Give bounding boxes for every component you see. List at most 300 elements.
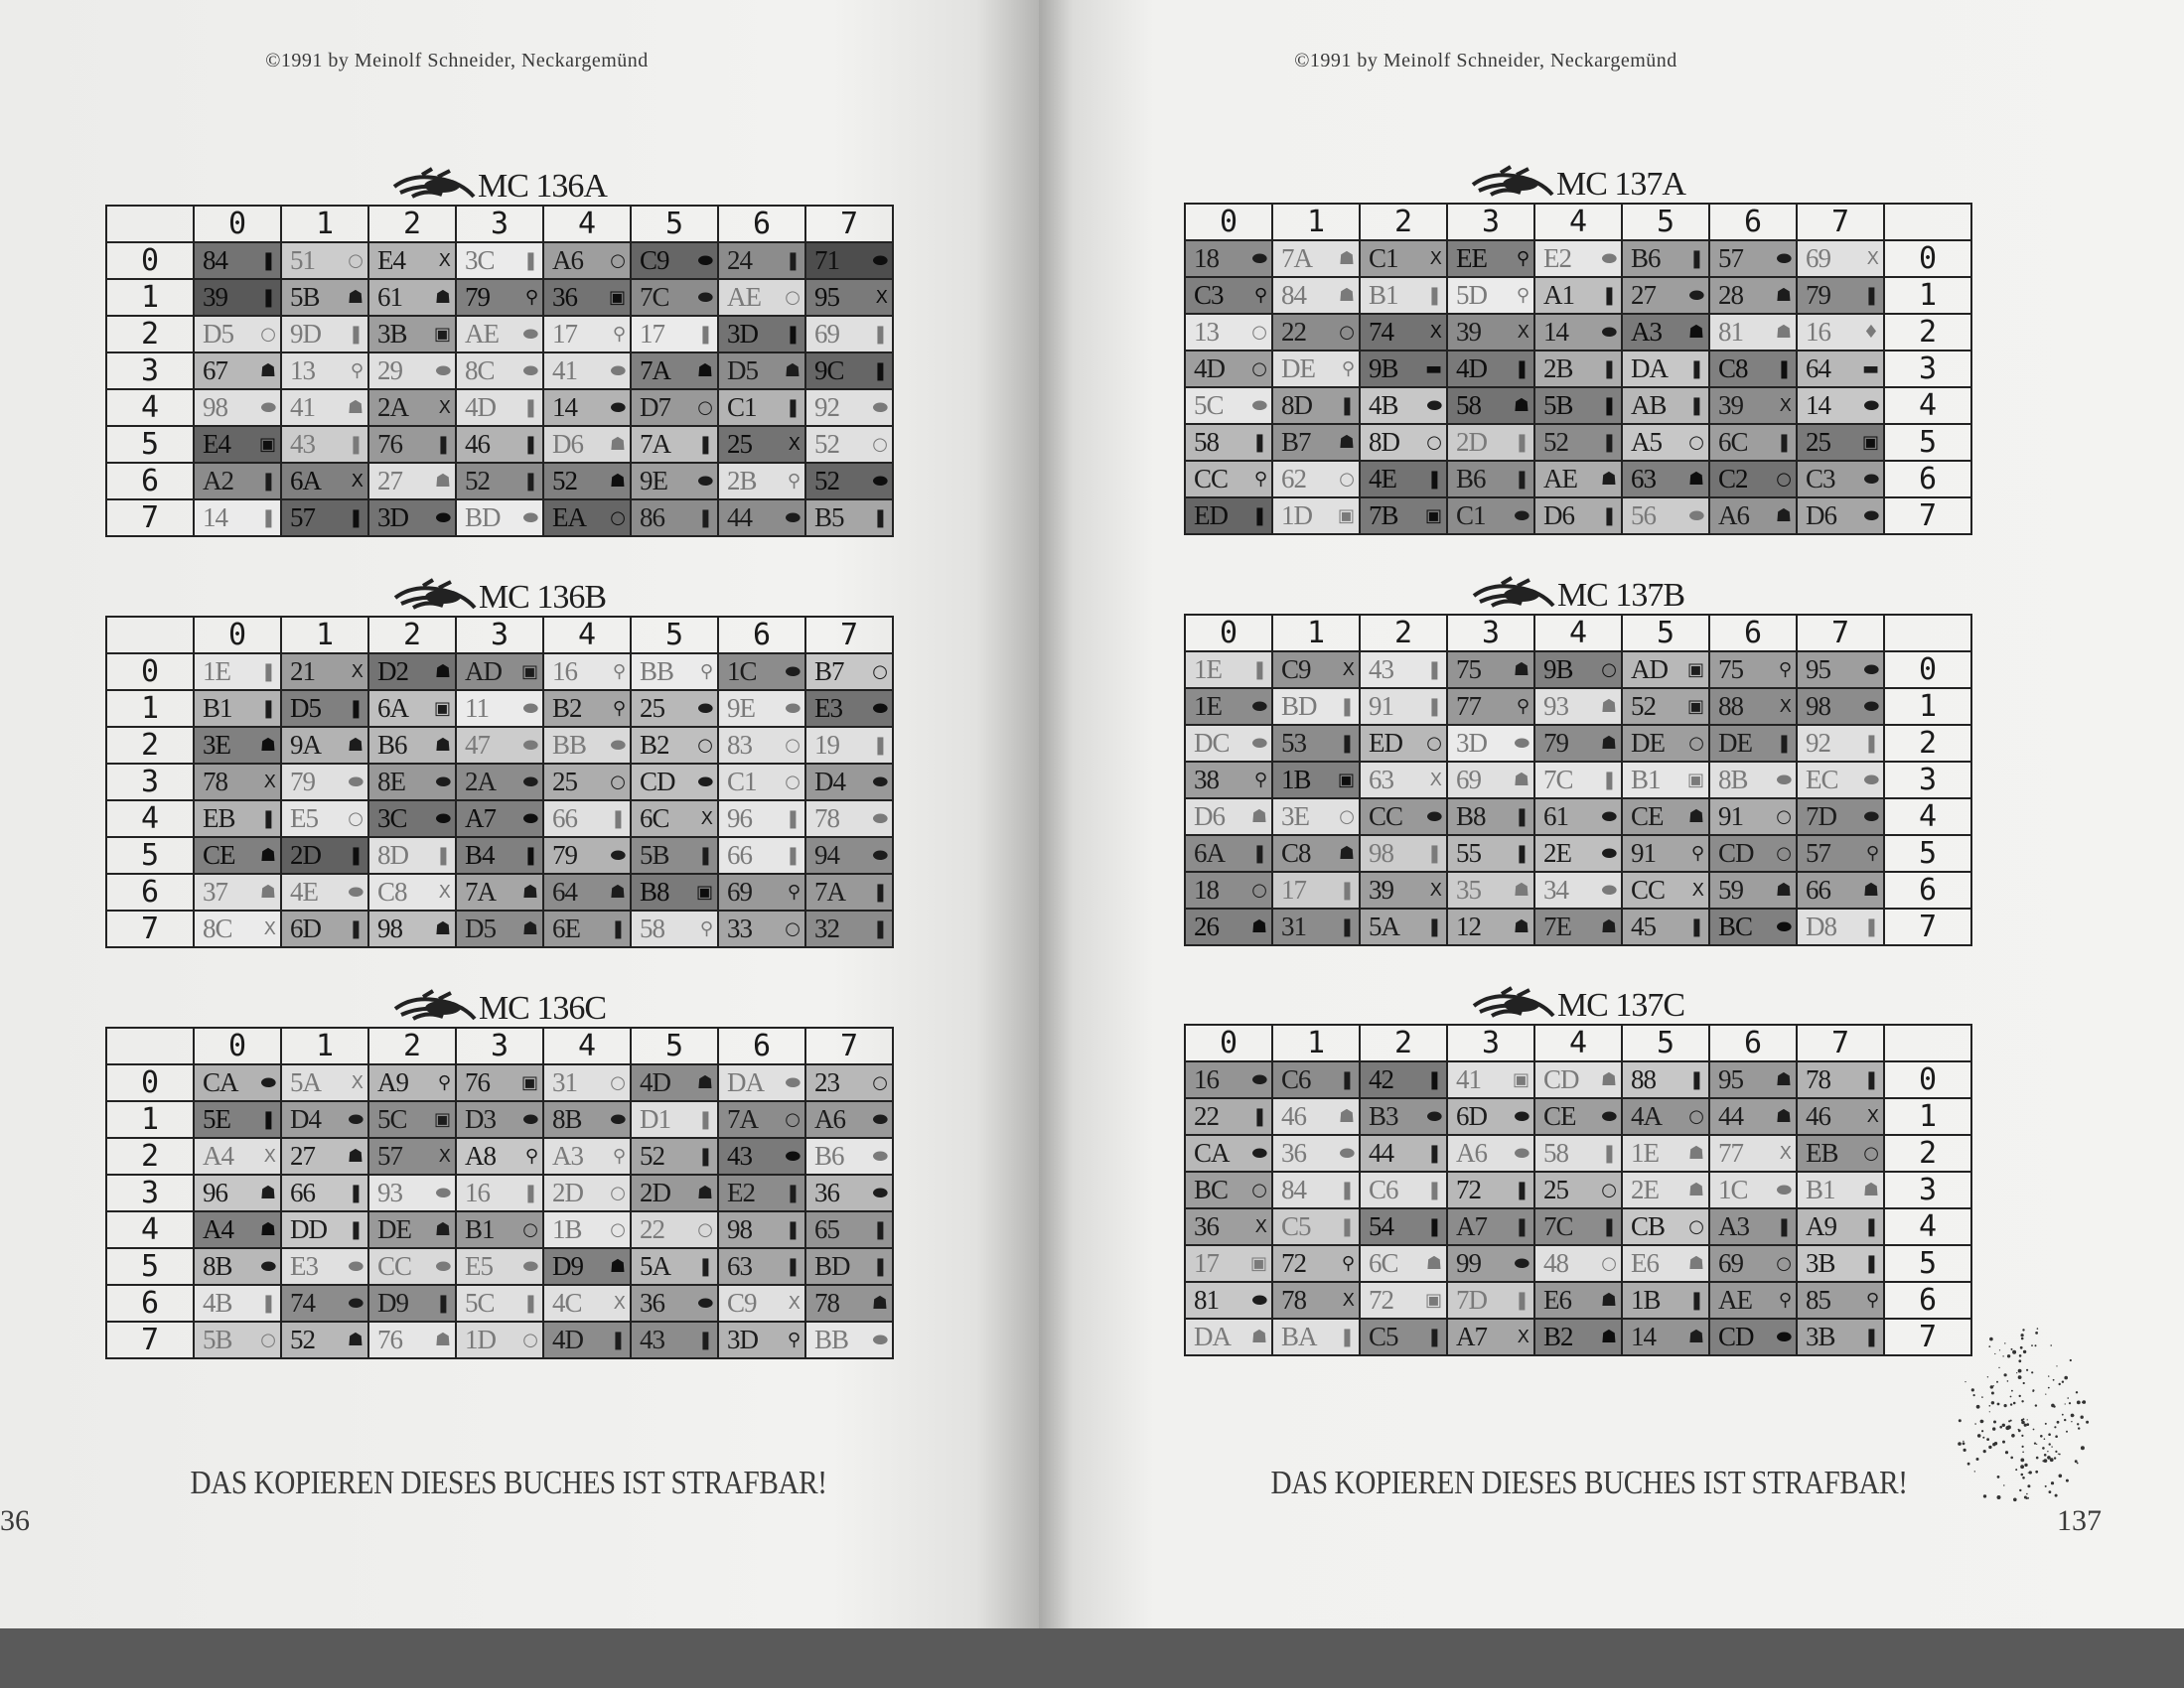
hex-code: BC [1718,912,1753,941]
code-cell-content [1448,499,1533,533]
code-cell-content [369,913,455,946]
hex-code: B6 [814,1141,844,1171]
glyph-icon: ⬬ [1776,248,1791,269]
code-cell-content [369,1213,455,1247]
hex-code: 69 [1456,765,1481,794]
row-header: 1 [1884,688,1971,725]
code-cell-content [544,729,630,763]
code-cell-content [1186,837,1271,871]
hex-code: 25 [640,693,664,723]
code-cell-content [282,281,367,315]
speckle-dot [2048,1433,2051,1436]
hex-code: 65 [814,1214,839,1244]
hex-code: 39 [1369,875,1393,905]
hex-code: 3C [377,803,407,833]
code-cell [718,727,805,764]
code-cell-content [1535,837,1621,871]
speckle-dot [2067,1397,2069,1399]
glyph-icon: ⬬ [522,735,537,756]
glyph-icon: ❚ [1426,1216,1441,1237]
code-cell-content [282,244,367,278]
glyph-icon: ❚ [1601,770,1616,790]
code-cell [805,463,893,499]
glyph-icon: ⬬ [1426,395,1441,416]
glyph-icon: ⚲ [699,918,712,939]
code-cell-content [632,1066,717,1100]
code-cell-content [369,244,455,278]
glyph-icon: ⚲ [1341,358,1354,379]
code-cell [1447,461,1534,497]
code-cell-content [719,244,804,278]
code-cell [718,499,805,536]
code-cell [805,1175,893,1211]
hex-code: D5 [203,319,233,349]
speckle-dot [1959,1419,1962,1422]
speckle-dot [2007,1354,2010,1357]
hex-code: DD [290,1214,327,1244]
right-page-number: 137 [2057,1504,2102,1537]
speckle-dot [2049,1490,2052,1493]
hex-code: D4 [814,767,845,796]
code-cell [281,911,368,947]
glyph-icon: ❚ [872,918,887,939]
speckle-dot [2040,1435,2043,1438]
glyph-icon: ❚ [1339,696,1354,717]
glyph-icon: ❚ [1426,1327,1441,1347]
hex-code: 7A [814,877,845,907]
code-cell-content [282,766,367,799]
code-cell-content [1623,316,1708,350]
glyph-icon: ○ [785,287,800,308]
column-header: 6 [1709,615,1797,651]
hex-code: 76 [377,429,402,459]
speckle-dot [2065,1403,2066,1404]
code-cell [1709,461,1797,497]
row-header: 2 [1884,725,1971,762]
speckle-dot [2066,1431,2068,1433]
hex-code: 25 [552,767,577,796]
speckle-dot [1982,1437,1984,1439]
table-row [106,764,893,800]
glyph-icon: ☗ [1425,1253,1441,1274]
code-cell-content [369,1066,455,1100]
code-cell [281,727,368,764]
hex-code: DA [1631,353,1668,383]
speckle-dot [2062,1414,2064,1416]
glyph-icon: ☗ [1338,1106,1354,1127]
glyph-icon: ⚲ [1865,843,1878,864]
code-cell-content [1535,242,1621,276]
hex-code: B5 [814,502,844,532]
column-header: 2 [1360,204,1447,240]
hex-code: DC [1194,728,1230,758]
hex-code: 72 [1456,1175,1481,1204]
column-header: 4 [1534,1025,1622,1061]
code-cell-content [195,876,280,910]
hex-code: 69 [727,877,752,907]
glyph-icon: ⬬ [1514,1143,1529,1164]
speckle-dot [2081,1446,2085,1450]
row-header: 2 [106,1138,194,1175]
code-cell-content [1361,426,1446,460]
glyph-icon: ⬬ [1601,322,1616,343]
glyph-icon: ❚ [1688,916,1703,937]
hex-code: 8D [1369,427,1399,457]
code-cell [368,690,456,727]
hex-code: 43 [290,429,315,459]
speckle-dot [2044,1454,2047,1457]
row-header: 5 [106,1248,194,1285]
code-cell-content [1361,1210,1446,1244]
code-table [1184,203,1972,535]
hex-code: 79 [290,767,315,796]
hex-code: B8 [1456,801,1486,831]
code-cell-content [1361,352,1446,386]
code-cell-content [1623,800,1708,834]
hex-code: 4D [465,392,496,422]
glyph-icon: ⬬ [697,250,712,271]
code-cell-content [1710,874,1796,908]
hex-code: 41 [1456,1064,1481,1094]
table-title-area [105,985,894,1027]
hex-code: 45 [1631,912,1656,941]
table-row [1185,798,1971,835]
code-cell-content [1623,389,1708,423]
code-cell [543,1138,631,1175]
glyph-icon: ❚ [1426,285,1441,306]
hex-code: 7A [640,429,670,459]
code-cell [1534,277,1622,314]
speckle-dot [2010,1403,2012,1405]
speckle-dot [2027,1497,2029,1499]
hex-code: 83 [727,730,752,760]
hex-code: 28 [1718,280,1743,310]
code-cell [631,727,718,764]
hex-code: 22 [1194,1101,1219,1131]
speckle-dot [2020,1465,2024,1469]
table-row [1185,1172,1971,1208]
code-cell [1272,835,1360,872]
code-cell-content [1448,800,1533,834]
code-cell [1534,424,1622,461]
code-cell [1534,1172,1622,1208]
code-cell [1797,798,1884,835]
hex-code: 3B [1806,1248,1835,1278]
hex-code: 8C [203,914,232,943]
glyph-icon: ❚ [872,324,887,345]
speckle-dot [2019,1489,2021,1491]
glyph-icon: ⬬ [522,772,537,792]
code-cell [1272,1245,1360,1282]
column-header: 2 [1360,615,1447,651]
code-cell [1185,387,1272,424]
code-cell [194,316,281,352]
hex-code: CE [203,840,235,870]
glyph-icon: ○ [872,1072,887,1093]
glyph-icon: ☗ [1600,916,1616,937]
code-cell-content [1798,1210,1883,1244]
code-cell [1272,798,1360,835]
code-cell-content [369,354,455,388]
hex-code: A7 [465,803,496,833]
glyph-icon: ❚ [348,845,363,866]
code-cell [281,1322,368,1358]
code-cell [1447,497,1534,534]
glyph-icon: ❚ [1688,1069,1703,1090]
code-cell [1360,1135,1447,1172]
code-cell-content [282,876,367,910]
glyph-icon: ☗ [259,1183,275,1203]
glyph-icon: ○ [1251,880,1266,901]
glyph-icon: X [1342,1290,1354,1311]
column-header: 6 [718,206,805,242]
hex-code: C1 [727,767,757,796]
table-row [106,1322,893,1358]
code-cell [1797,314,1884,351]
hex-code: 16 [1194,1064,1219,1094]
speckle-dot [2056,1365,2057,1366]
glyph-icon: ☗ [871,1293,887,1314]
hex-code: D9 [377,1288,408,1318]
code-cell-content [195,318,280,352]
glyph-icon: ⬬ [1601,843,1616,864]
code-cell-content [806,766,892,799]
glyph-icon: ⬬ [260,397,275,418]
code-cell-content [719,428,804,462]
corner-cell [1884,615,1971,651]
code-cell [805,242,893,279]
column-header: 6 [1709,1025,1797,1061]
glyph-icon: ❚ [260,471,275,492]
code-cell [631,653,718,690]
hex-code: 2D [290,840,321,870]
code-cell-content [1273,1321,1359,1354]
speckle-dot [2032,1389,2034,1391]
speckle-dot [1973,1394,1975,1396]
code-cell [631,911,718,947]
table-row [1185,651,1971,688]
code-cell-content [1623,874,1708,908]
hex-code: C3 [1806,464,1835,493]
code-cell-content [1186,1063,1271,1097]
code-cell [1534,1135,1622,1172]
code-cell [194,1175,281,1211]
glyph-icon: ☗ [1775,505,1791,526]
glyph-icon: ❚ [1251,843,1266,864]
code-cell [1534,1098,1622,1135]
code-cell [368,800,456,837]
code-cell [805,653,893,690]
speckle-dot [2027,1419,2028,1420]
speckle-dot [2045,1423,2047,1425]
code-cell-content [195,913,280,946]
speckle-dot [1994,1353,1995,1354]
code-cell-content [1186,499,1271,533]
column-header: 1 [1272,1025,1360,1061]
table-row [1185,1245,1971,1282]
hex-code: 95 [1806,654,1830,684]
glyph-icon: ☗ [1687,1327,1703,1347]
code-cell [1447,909,1534,945]
glyph-icon: ❚ [260,1293,275,1314]
code-cell-content [544,876,630,910]
hex-code: 5A [640,1251,670,1281]
code-cell [368,279,456,316]
code-cell [1360,1208,1447,1245]
speckle-dot [2022,1477,2025,1479]
hex-code: 5A [290,1067,321,1097]
hex-code: 5C [465,1288,495,1318]
glyph-icon: ☗ [347,397,363,418]
hex-code: CE [1543,1101,1576,1131]
speckle-dot [2018,1375,2022,1379]
hex-code: 7B [1369,500,1398,530]
speckle-dot [2070,1359,2072,1361]
speckle-dot [2013,1402,2016,1405]
glyph-icon: ⬬ [522,1256,537,1277]
hex-code: 9B [1369,353,1398,383]
speckle-dot [1974,1471,1975,1472]
code-cell-content [282,354,367,388]
glyph-icon: ⬬ [1863,770,1878,790]
table-block-mc137c [1184,987,1972,1356]
hex-code: 4B [1369,390,1398,420]
code-cell-content [1273,1247,1359,1281]
glyph-icon: ☗ [259,882,275,903]
speckle-dot [2077,1401,2081,1405]
code-cell [1185,688,1272,725]
code-cell-content [1535,764,1621,797]
row-header: 7 [106,1322,194,1358]
hex-code: 1E [1631,1138,1659,1168]
code-cell [1709,688,1797,725]
glyph-icon: ☗ [1687,322,1703,343]
hex-code: 94 [814,840,839,870]
code-cell [368,426,456,463]
code-cell-content [806,501,892,535]
glyph-icon: ○ [872,661,887,682]
column-header: 0 [194,617,281,653]
code-cell [1622,1061,1709,1098]
code-cell-content [1535,727,1621,761]
speckle-dot [2023,1382,2025,1384]
hex-code: A8 [465,1141,496,1171]
code-cell-content [369,1103,455,1137]
hex-code: A4 [203,1141,233,1171]
code-cell [1622,240,1709,277]
code-cell-content [1798,279,1883,313]
speckle-dot [2051,1446,2052,1447]
glyph-icon: ☗ [1338,432,1354,453]
glyph-icon: ○ [697,397,712,418]
scorpion-logo-icon [392,167,476,205]
glyph-icon: ○ [1688,432,1703,453]
glyph-icon: ❚ [1426,696,1441,717]
row-header: 1 [106,690,194,727]
hex-code: A1 [1543,280,1574,310]
code-cell [1622,351,1709,387]
code-cell [1709,651,1797,688]
code-cell-content [195,1066,280,1100]
hex-code: CC [377,1251,412,1281]
code-cell [543,1211,631,1248]
glyph-icon: ❚ [260,507,275,528]
row-header: 5 [1884,424,1971,461]
code-cell-content [1448,1174,1533,1207]
code-cell-content [632,244,717,278]
code-cell-content [1448,242,1533,276]
hex-code: CD [1718,1322,1754,1351]
code-cell-content [457,655,542,689]
hex-code: 7D [1806,801,1836,831]
glyph-icon: ❚ [1251,432,1266,453]
code-cell-content [1361,727,1446,761]
glyph-icon: ⚲ [612,698,625,719]
hex-code: A6 [552,245,583,275]
glyph-icon: ⬬ [610,397,625,418]
code-cell [718,690,805,727]
code-cell [1447,1319,1534,1355]
hex-code: 27 [290,1141,315,1171]
row-header: 6 [106,463,194,499]
speckle-dot [2031,1371,2033,1373]
code-cell-content [544,1250,630,1284]
table-title-area [1184,982,1972,1024]
code-cell [718,1138,805,1175]
hex-code: 1E [1194,654,1222,684]
glyph-icon: ⬬ [522,808,537,829]
hex-code: 1B [552,1214,582,1244]
hex-code: 66 [552,803,577,833]
code-cell-content [544,766,630,799]
hex-code: 4D [552,1325,583,1354]
hex-code: 37 [203,877,227,907]
code-cell [1709,277,1797,314]
hex-code: 92 [814,392,839,422]
glyph-icon: ☗ [1687,1180,1703,1200]
code-cell-content [1186,352,1271,386]
row-header: 2 [1884,1135,1971,1172]
hex-code: EB [203,803,235,833]
glyph-icon: ▬ [1424,358,1441,379]
speckle-dot [1993,1385,1994,1386]
code-cell [1185,351,1272,387]
code-cell-content [1710,279,1796,313]
code-cell [368,316,456,352]
speckle-dot [2021,1337,2024,1340]
code-cell [1709,1245,1797,1282]
code-cell [1272,725,1360,762]
speckle-dot [2005,1451,2008,1454]
code-cell [368,499,456,536]
hex-code: 6E [552,914,580,943]
speckle-dot [1993,1421,1996,1424]
hex-code: A4 [203,1214,233,1244]
hex-code: 1E [1194,691,1222,721]
glyph-icon: ❚ [785,808,800,829]
table-row [1185,424,1971,461]
hex-code: A7 [1456,1322,1487,1351]
code-cell-content [457,354,542,388]
glyph-icon: ⚲ [787,1330,800,1350]
hex-code: 16 [1806,317,1830,347]
hex-code: A6 [1456,1138,1487,1168]
code-cell [1797,277,1884,314]
code-cell [805,279,893,316]
code-cell [281,499,368,536]
code-cell-content [282,1103,367,1137]
code-cell [1185,762,1272,798]
